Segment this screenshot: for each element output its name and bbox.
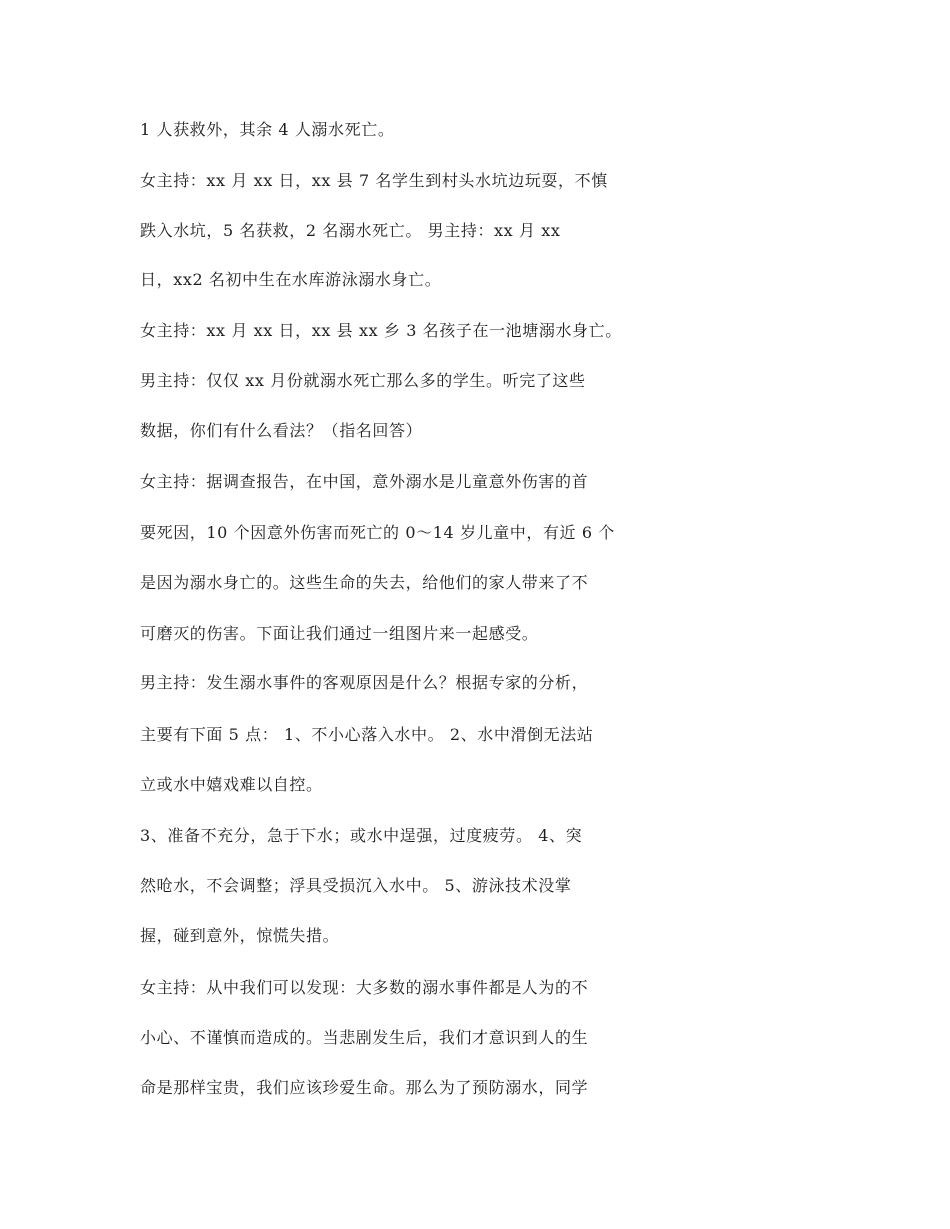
text-line: 女主持：据调查报告，在中国，意外溺水是儿童意外伤害的首	[140, 472, 589, 491]
text-line: 小心、不谨慎而造成的。当悲剧发生后，我们才意识到人的生	[140, 1028, 589, 1047]
text-line: 主要有下面 5 点： 1、不小心落入水中。 2、水中滑倒无法站	[140, 725, 594, 744]
text-line: 数据，你们有什么看法？（指名回答）	[140, 421, 423, 440]
text-line: 命是那样宝贵，我们应该珍爱生命。那么为了预防溺水，同学	[140, 1078, 589, 1097]
text-line: 要死因，10 个因意外伤害而死亡的 0～14 岁儿童中，有近 6 个	[140, 523, 615, 542]
text-line: 跌入水坑，5 名获救，2 名溺水死亡。 男主持：xx 月 xx	[140, 221, 561, 240]
text-line: 可磨灭的伤害。下面让我们通过一组图片来一起感受。	[140, 624, 539, 643]
text-line: 是因为溺水身亡的。这些生命的失去，给他们的家人带来了不	[140, 573, 589, 592]
text-line: 女主持：xx 月 xx 日，xx 县 xx 乡 3 名孩子在一池塘溺水身亡。	[140, 321, 622, 340]
text-line: 握，碰到意外，惊慌失措。	[140, 926, 340, 945]
text-line: 3、准备不充分，急于下水；或水中逞强，过度疲劳。 4、突	[140, 826, 583, 845]
text-line: 女主持：xx 月 xx 日，xx 县 7 名学生到村头水坑边玩耍，不慎	[140, 171, 608, 190]
text-line: 男主持：发生溺水事件的客观原因是什么？根据专家的分析，	[140, 673, 589, 692]
text-line: 1 人获救外，其余 4 人溺水死亡。	[140, 120, 395, 139]
text-line: 男主持：仅仅 xx 月份就溺水死亡那么多的学生。听完了这些	[140, 371, 586, 390]
text-line: 日，xx2 名初中生在水库游泳溺水身亡。	[140, 270, 442, 289]
text-line: 然呛水，不会调整；浮具受损沉入水中。 5、游泳技术没掌	[140, 876, 572, 895]
text-line: 女主持：从中我们可以发现：大多数的溺水事件都是人为的不	[140, 978, 589, 997]
text-line: 立或水中嬉戏难以自控。	[140, 775, 323, 794]
